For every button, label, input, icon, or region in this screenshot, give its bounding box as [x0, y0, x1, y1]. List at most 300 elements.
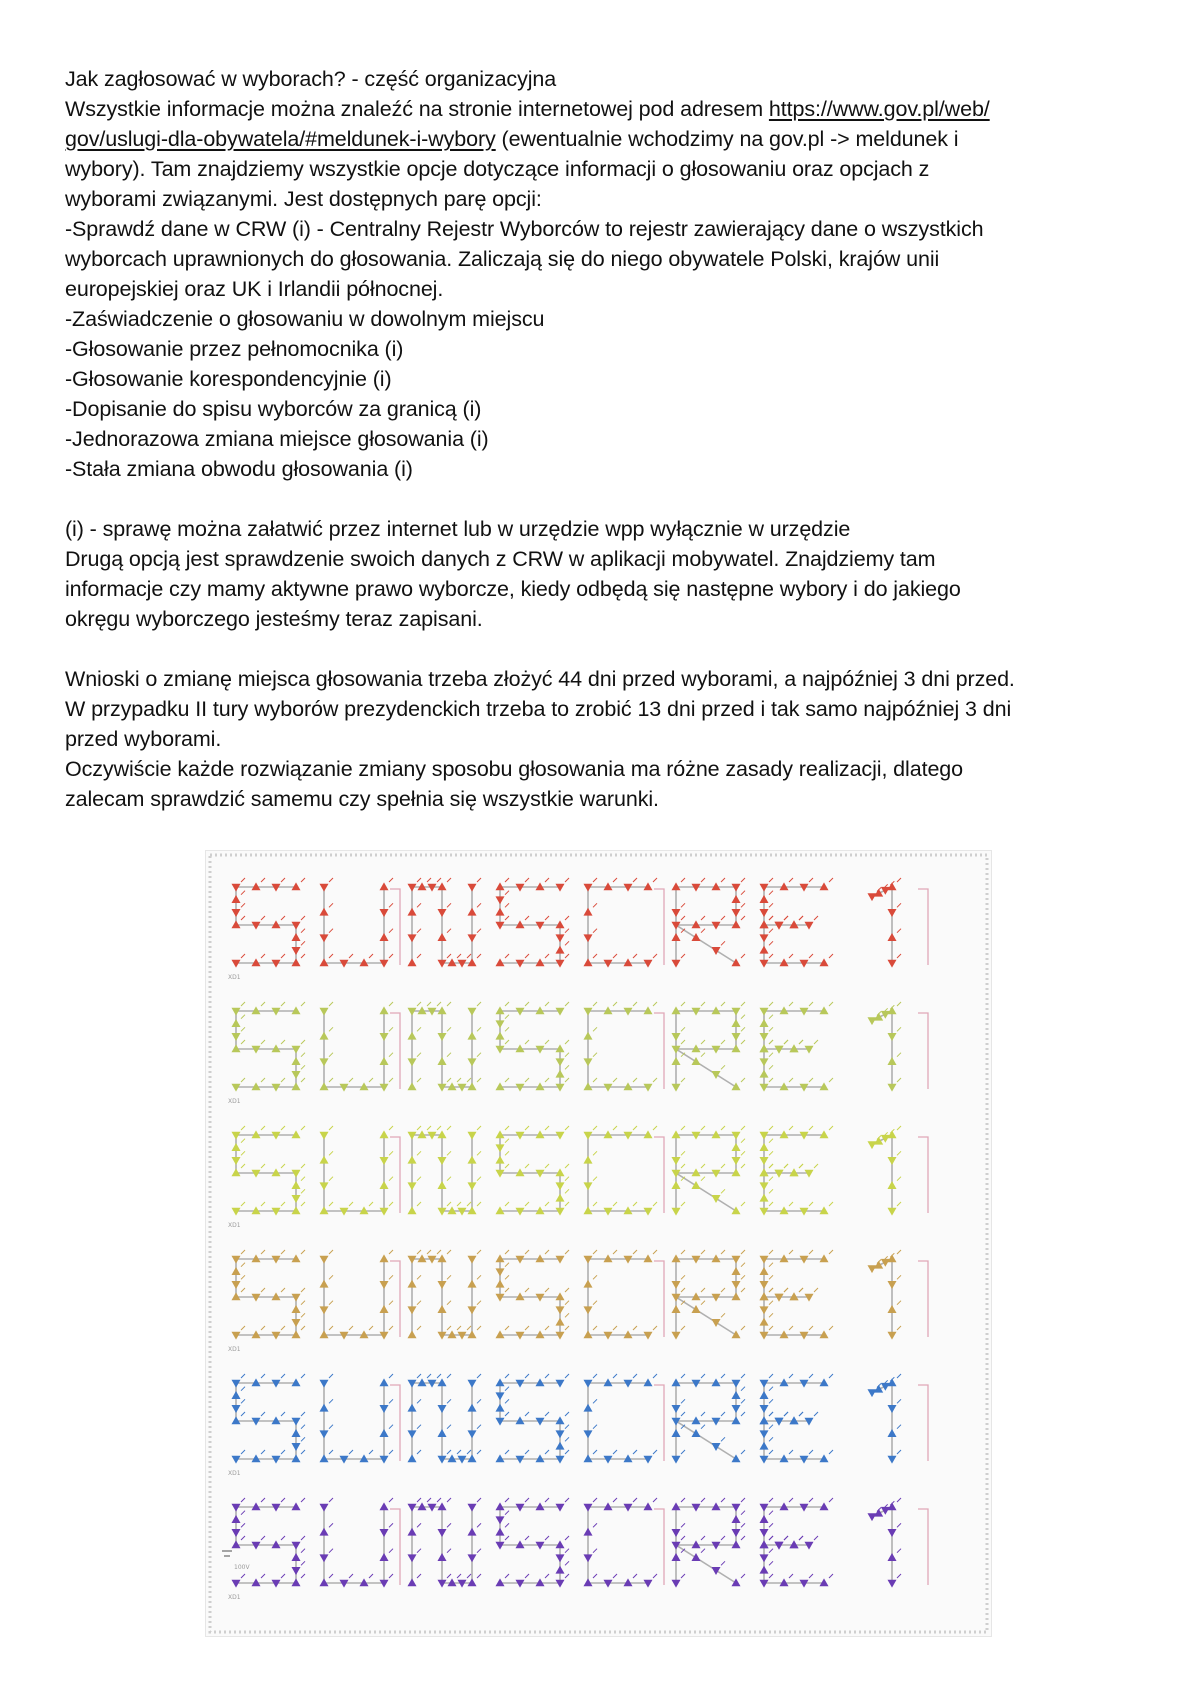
led-symbol: [672, 960, 680, 967]
led-emission-mark: [653, 1126, 657, 1130]
led-emission-mark: [281, 1574, 285, 1578]
led-emission-mark: [241, 1126, 245, 1130]
option-line: europejskiej oraz UK i Irlandii północnej.: [65, 277, 444, 301]
led-emission-mark: [721, 1040, 725, 1044]
led-emission-mark: [477, 1126, 481, 1130]
led-emission-mark: [653, 1078, 657, 1082]
circuit-trace: [412, 1135, 472, 1211]
led-symbol: [496, 1517, 504, 1524]
led-emission-mark: [681, 1399, 685, 1403]
led-emission-mark: [769, 1450, 773, 1454]
led-emission-mark: [701, 1412, 705, 1416]
led-emission-mark: [329, 1250, 333, 1254]
led-emission-mark: [241, 916, 245, 920]
led-emission-mark: [301, 1301, 305, 1305]
led-emission-mark: [505, 1250, 509, 1254]
led-emission-mark: [545, 1288, 549, 1292]
led-emission-mark: [721, 1250, 725, 1254]
led-emission-mark: [447, 1374, 451, 1378]
led-emission-mark: [457, 954, 461, 958]
intro-line-1: [65, 94, 1145, 124]
led-emission-mark: [897, 1053, 901, 1057]
circuit-trace: [324, 1383, 384, 1459]
led-symbol: [888, 1182, 896, 1189]
led-symbol: [868, 1514, 876, 1521]
led-emission-mark: [417, 1450, 421, 1454]
led-emission-mark: [349, 1078, 353, 1082]
led-symbol: [888, 1456, 896, 1463]
led-symbol: [320, 1280, 328, 1287]
led-emission-mark: [389, 1399, 393, 1403]
led-symbol: [556, 1318, 564, 1325]
led-symbol: [760, 1033, 768, 1040]
led-emission-mark: [525, 1536, 529, 1540]
circuit-trace: [412, 1011, 472, 1087]
deadline-line: Oczywiście każde rozwiązanie zmiany sposobu głosowania ma różne zasady realizacji, dlatego: [65, 757, 964, 781]
led-emission-mark: [417, 903, 421, 907]
led-emission-mark: [447, 1002, 451, 1006]
led-emission-mark: [613, 1202, 617, 1206]
led-emission-mark: [545, 1040, 549, 1044]
led-emission-mark: [789, 1374, 793, 1378]
led-emission-mark: [505, 1040, 509, 1044]
led-emission-mark: [829, 1002, 833, 1006]
led-emission-mark: [427, 1374, 431, 1378]
led-emission-mark: [241, 891, 245, 895]
circuit-trace: [872, 1507, 892, 1583]
led-symbol: [380, 1058, 388, 1065]
led-symbol: [468, 1008, 476, 1015]
led-emission-mark: [525, 1498, 529, 1502]
led-emission-mark: [809, 878, 813, 882]
led-emission-mark: [565, 1053, 569, 1057]
led-symbol: [468, 1256, 476, 1263]
led-emission-mark: [477, 1177, 481, 1181]
led-symbol: [232, 896, 240, 903]
led-symbol: [888, 1007, 896, 1014]
option-line: -Sprawdź dane w CRW (i) - Centralny Rejestr Wyborców to rejestr zawierający dane o wszystkich: [65, 217, 984, 241]
led-emission-mark: [525, 954, 529, 958]
led-emission-mark: [477, 1374, 481, 1378]
led-emission-mark: [897, 1250, 901, 1254]
led-emission-mark: [565, 878, 569, 882]
gov-link-part-2[interactable]: gov/uslugi-dla-obywatela/#meldunek-i-wybory: [65, 127, 496, 151]
led-symbol: [408, 1404, 416, 1411]
led-emission-mark: [389, 1151, 393, 1155]
led-emission-mark: [261, 1374, 265, 1378]
led-emission-mark: [261, 1288, 265, 1292]
led-emission-mark: [301, 1189, 305, 1193]
led-emission-mark: [897, 954, 901, 958]
led-emission-mark: [329, 1574, 333, 1578]
led-emission-mark: [769, 1536, 773, 1540]
led-emission-mark: [545, 1250, 549, 1254]
led-emission-mark: [681, 1040, 685, 1044]
led-emission-mark: [329, 903, 333, 907]
circuit-trace: [236, 1259, 296, 1335]
connection-wire: [918, 889, 928, 965]
gov-link-part-1[interactable]: https://www.gov.pl/web/: [768, 97, 990, 121]
led-symbol: [292, 1195, 300, 1202]
led-symbol: [408, 1059, 416, 1066]
led-symbol: [672, 909, 680, 916]
led-emission-mark: [505, 1387, 509, 1391]
led-emission-mark: [281, 1126, 285, 1130]
led-emission-mark: [681, 1374, 685, 1378]
led-symbol: [868, 1390, 876, 1397]
led-emission-mark: [769, 891, 773, 895]
led-symbol: [380, 883, 388, 890]
led-emission-mark: [565, 1164, 569, 1168]
led-emission-mark: [769, 1326, 773, 1330]
led-emission-mark: [301, 1574, 305, 1578]
led-symbol: [672, 1529, 680, 1536]
led-emission-mark: [417, 1301, 421, 1305]
led-emission-mark: [525, 1126, 529, 1130]
led-emission-mark: [769, 1250, 773, 1254]
led-symbol: [232, 1392, 240, 1399]
option-line: -Jednorazowa zmiana miejsce głosowania (i): [65, 427, 489, 451]
led-emission-mark: [261, 1250, 265, 1254]
intro-prefix: Wszystkie informacje można znaleźć na stronie internetowej pod adresem: [65, 97, 769, 121]
led-symbol: [408, 1183, 416, 1190]
circuit-trace: [676, 887, 736, 963]
led-symbol: [232, 1144, 240, 1151]
led-emission-mark: [897, 1374, 901, 1378]
component-label: XD1: [228, 1594, 241, 1601]
intro-line-3: wybory). Tam znajdziemy wszystkie opcje dotyczące informacji o głosowaniu oraz opcjach z: [65, 157, 930, 181]
led-symbol: [496, 1156, 504, 1163]
led-emission-mark: [417, 1574, 421, 1578]
led-emission-mark: [784, 1040, 788, 1044]
option-line: -Zaświadczenie o głosowaniu w dowolnym miejscu: [65, 307, 545, 331]
led-emission-mark: [897, 1002, 901, 1006]
mobywatel-line: informacje czy mamy aktywne prawo wyborcze, kiedy odbędą się następne wybory i do jakiego: [65, 577, 961, 601]
circuit-trace: [412, 1259, 472, 1335]
led-emission-mark: [593, 954, 597, 958]
led-emission-mark: [565, 1288, 569, 1292]
led-emission-mark: [389, 1574, 393, 1578]
led-emission-mark: [809, 1450, 813, 1454]
led-emission-mark: [301, 1425, 305, 1429]
led-emission-mark: [897, 1549, 901, 1553]
led-emission-mark: [525, 1574, 529, 1578]
led-emission-mark: [741, 1275, 745, 1279]
led-symbol: [320, 935, 328, 942]
circuit-trace: [588, 1383, 648, 1459]
led-emission-mark: [417, 1399, 421, 1403]
led-symbol: [380, 1503, 388, 1510]
connection-wire: [918, 1261, 928, 1337]
led-emission-mark: [477, 1027, 481, 1031]
led-emission-mark: [565, 1561, 569, 1565]
led-emission-mark: [447, 878, 451, 882]
led-emission-mark: [447, 1399, 451, 1403]
led-symbol: [496, 1404, 504, 1411]
led-emission-mark: [681, 1288, 685, 1292]
circuit-trace: [676, 1259, 736, 1335]
led-symbol: [380, 1281, 388, 1288]
led-symbol: [672, 1430, 680, 1437]
led-emission-mark: [565, 1189, 569, 1193]
deadline-line: Wnioski o zmianę miejsca głosowania trzeba złożyć 44 dni przed wyborami, a najpóźniej 3 dni przed.: [65, 667, 1015, 691]
led-emission-mark: [593, 929, 597, 933]
led-emission-mark: [681, 1412, 685, 1416]
supply-label: 100V: [234, 1564, 250, 1571]
led-emission-mark: [477, 1425, 481, 1429]
led-emission-mark: [467, 954, 471, 958]
led-emission-mark: [447, 1250, 451, 1254]
led-emission-mark: [681, 1164, 685, 1168]
led-emission-mark: [369, 1326, 373, 1330]
led-symbol: [408, 1331, 416, 1338]
led-symbol: [320, 1008, 328, 1015]
led-emission-mark: [741, 1412, 745, 1416]
led-emission-mark: [565, 1549, 569, 1553]
led-emission-mark: [505, 1498, 509, 1502]
circuit-trace: [872, 887, 892, 963]
led-emission-mark: [741, 1015, 745, 1019]
led-emission-mark: [261, 1574, 265, 1578]
led-symbol: [888, 1157, 896, 1164]
led-symbol: [380, 1430, 388, 1437]
led-emission-mark: [613, 1498, 617, 1502]
led-emission-mark: [789, 954, 793, 958]
led-symbol: [584, 908, 592, 915]
led-emission-mark: [447, 1549, 451, 1553]
led-symbol: [584, 1528, 592, 1535]
led-emission-mark: [789, 1250, 793, 1254]
led-symbol: [232, 1268, 240, 1275]
led-emission-mark: [241, 1015, 245, 1019]
led-emission-mark: [829, 878, 833, 882]
led-emission-mark: [701, 1549, 705, 1553]
led-emission-mark: [389, 1126, 393, 1130]
led-emission-mark: [565, 1078, 569, 1082]
led-emission-mark: [565, 929, 569, 933]
led-symbol: [292, 1182, 300, 1189]
circuit-trace: [588, 1135, 648, 1211]
led-emission-mark: [784, 1412, 788, 1416]
led-emission-mark: [417, 1523, 421, 1527]
led-emission-mark: [721, 1561, 725, 1565]
led-emission-mark: [329, 1326, 333, 1330]
led-emission-mark: [427, 1250, 431, 1254]
led-symbol: [438, 1405, 446, 1412]
led-emission-mark: [477, 1450, 481, 1454]
led-emission-mark: [477, 1326, 481, 1330]
led-emission-mark: [809, 1326, 813, 1330]
led-emission-mark: [565, 1002, 569, 1006]
led-emission-mark: [741, 1027, 745, 1031]
led-symbol: [760, 1144, 768, 1151]
led-symbol: [760, 1268, 768, 1275]
led-symbol: [232, 909, 240, 916]
led-symbol: [380, 1007, 388, 1014]
led-emission-mark: [721, 1498, 725, 1502]
led-emission-mark: [447, 1301, 451, 1305]
led-symbol: [292, 934, 300, 941]
led-emission-mark: [565, 1374, 569, 1378]
led-emission-mark: [417, 1002, 421, 1006]
led-emission-mark: [633, 1450, 637, 1454]
led-emission-mark: [741, 1002, 745, 1006]
led-emission-mark: [681, 1450, 685, 1454]
led-emission-mark: [633, 1498, 637, 1502]
led-symbol: [760, 1318, 768, 1325]
led-emission-mark: [241, 954, 245, 958]
led-symbol: [760, 1566, 768, 1573]
led-emission-mark: [633, 1202, 637, 1206]
component-label: XD1: [228, 1098, 241, 1105]
led-emission-mark: [741, 1399, 745, 1403]
led-emission-mark: [329, 1374, 333, 1378]
connection-wire: [390, 1385, 400, 1461]
led-emission-mark: [721, 916, 725, 920]
led-emission-mark: [799, 916, 803, 920]
led-symbol: [672, 1456, 680, 1463]
led-emission-mark: [721, 1065, 725, 1069]
led-emission-mark: [417, 954, 421, 958]
led-symbol: [408, 959, 416, 966]
led-symbol: [692, 1058, 700, 1065]
led-symbol: [672, 1332, 680, 1339]
led-emission-mark: [241, 1040, 245, 1044]
led-emission-mark: [389, 1301, 393, 1305]
led-emission-mark: [593, 1301, 597, 1305]
led-symbol: [438, 1306, 446, 1313]
component-label: XD1: [228, 1346, 241, 1353]
option-line: -Głosowanie przez pełnomocnika (i): [65, 337, 404, 361]
led-emission-mark: [565, 1536, 569, 1540]
led-emission-mark: [545, 1126, 549, 1130]
led-emission-mark: [613, 1002, 617, 1006]
led-emission-mark: [681, 903, 685, 907]
led-symbol: [760, 935, 768, 942]
intro-line-4: wyborami związanymi. Jest dostępnych parę opcji:: [65, 187, 542, 211]
led-emission-mark: [427, 878, 431, 882]
led-symbol: [868, 1018, 876, 1025]
led-emission-mark: [261, 1002, 265, 1006]
led-emission-mark: [789, 1202, 793, 1206]
led-symbol: [468, 1132, 476, 1139]
led-symbol: [320, 1183, 328, 1190]
led-emission-mark: [329, 1450, 333, 1454]
option-line: -Głosowanie korespondencyjnie (i): [65, 367, 392, 391]
led-symbol: [320, 884, 328, 891]
led-symbol: [556, 1307, 564, 1314]
led-emission-mark: [437, 878, 441, 882]
led-emission-mark: [769, 1053, 773, 1057]
led-emission-mark: [769, 878, 773, 882]
led-emission-mark: [741, 1078, 745, 1082]
led-symbol: [584, 1032, 592, 1039]
led-emission-mark: [897, 1425, 901, 1429]
led-emission-mark: [447, 929, 451, 933]
led-emission-mark: [505, 1015, 509, 1019]
led-emission-mark: [261, 1498, 265, 1502]
led-emission-mark: [565, 1574, 569, 1578]
led-symbol: [496, 1280, 504, 1287]
led-emission-mark: [261, 1078, 265, 1082]
led-emission-mark: [681, 916, 685, 920]
led-emission-mark: [613, 1450, 617, 1454]
led-emission-mark: [545, 1078, 549, 1082]
led-emission-mark: [281, 1250, 285, 1254]
led-emission-mark: [593, 1177, 597, 1181]
led-emission-mark: [769, 1412, 773, 1416]
led-emission-mark: [389, 1549, 393, 1553]
led-symbol: [320, 1032, 328, 1039]
led-emission-mark: [457, 1450, 461, 1454]
led-emission-mark: [789, 1498, 793, 1502]
led-emission-mark: [241, 1450, 245, 1454]
led-symbol: [468, 908, 476, 915]
led-emission-mark: [241, 903, 245, 907]
led-emission-mark: [701, 1177, 705, 1181]
led-emission-mark: [769, 1523, 773, 1527]
led-emission-mark: [457, 1574, 461, 1578]
circuit-trace: [872, 1259, 892, 1335]
led-emission-mark: [447, 1151, 451, 1155]
led-emission-mark: [681, 1536, 685, 1540]
led-emission-mark: [593, 1078, 597, 1082]
led-emission-mark: [721, 878, 725, 882]
led-emission-mark: [447, 1275, 451, 1279]
led-emission-mark: [809, 954, 813, 958]
led-symbol: [408, 1307, 416, 1314]
led-symbol: [320, 1132, 328, 1139]
led-symbol: [888, 934, 896, 941]
led-emission-mark: [241, 1387, 245, 1391]
circuit-trace: [872, 1135, 892, 1211]
led-emission-mark: [477, 1078, 481, 1082]
led-symbol: [556, 1059, 564, 1066]
spacer: [65, 484, 1145, 514]
led-emission-mark: [329, 1002, 333, 1006]
led-emission-mark: [741, 1374, 745, 1378]
led-emission-mark: [769, 1015, 773, 1019]
intro-suffix: (ewentualnie wchodzimy na gov.pl -> meldunek i: [495, 127, 959, 151]
connection-wire: [654, 1385, 664, 1461]
led-emission-mark: [769, 1425, 773, 1429]
led-emission-mark: [301, 1549, 305, 1553]
legend-note: (i) - sprawę można załatwić przez internet lub w urzędzie wpp wyłącznie w urzędzie: [65, 517, 851, 541]
led-emission-mark: [477, 954, 481, 958]
led-symbol: [408, 1555, 416, 1562]
led-emission-mark: [261, 1450, 265, 1454]
led-emission-mark: [417, 929, 421, 933]
led-emission-mark: [799, 1288, 803, 1292]
led-emission-mark: [769, 1202, 773, 1206]
led-emission-mark: [417, 1151, 421, 1155]
led-emission-mark: [261, 1412, 265, 1416]
led-emission-mark: [417, 1498, 421, 1502]
led-emission-mark: [505, 916, 509, 920]
led-emission-mark: [897, 1574, 901, 1578]
led-emission-mark: [565, 916, 569, 920]
led-symbol: [760, 946, 768, 953]
led-emission-mark: [897, 1027, 901, 1031]
led-emission-mark: [447, 1202, 451, 1206]
led-symbol: [438, 934, 446, 941]
led-symbol: [496, 1528, 504, 1535]
led-emission-mark: [241, 1275, 245, 1279]
led-emission-mark: [721, 1536, 725, 1540]
led-emission-mark: [467, 1326, 471, 1330]
led-symbol: [320, 1156, 328, 1163]
led-emission-mark: [829, 1450, 833, 1454]
